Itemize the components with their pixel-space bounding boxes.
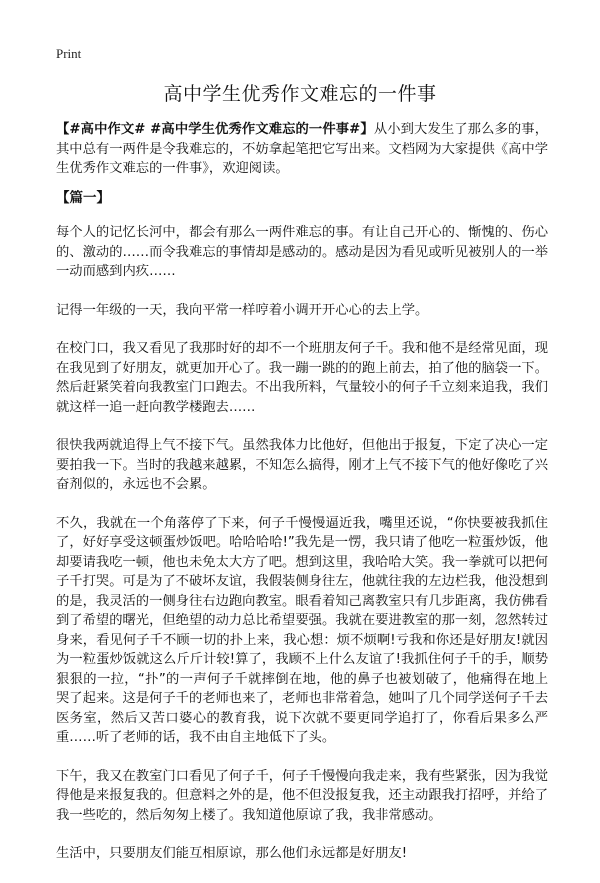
intro-text: 从小到大发生了那么多的事，其中总有一两件是令我难忘的，不妨拿起笔把它写出来。文档网为大家提供《高中学生优秀作文难忘的一件事》，欢迎阅读。	[56, 122, 549, 176]
paragraph-5: 不久，我就在一个角落停了下来，何子千慢慢逼近我，嘴里还说，“你快要被我抓住了，好好享受这顿蛋炒饭吧。哈哈哈哈!”我先是一愣，我只请了他吃一粒蛋炒饭，他却要请我吃一顿，他也未免太大方了吧。想到这里，我哈哈大笑。我一拳就可以把何子千打哭。可是为了不破坏友谊，我假装侧身往左，他就往我的左边栏我，他没想到的是，我灵活的一侧身往右边跑向教室。眼看着知己离教室只有几步距离，我仿佛看到了希望的曙光，但绝望的动力总比希望要强。我就在要进教室的那一刻，忽然转过身来，看见何子千不顾一切的扑上来，我心想：烦不烦啊!亏我和你还是好朋友!就因为一粒蛋炒饭就这么斤斤计较!算了，我顾不上什么友谊了!我抓住何子千的手，顺势狠狠的一拉，“扑”的一声何子千就摔倒在地，他的鼻子也被划破了，他痛得在地上哭了起来。这是何子千的老师也来了，老师也非常着急，她叫了几个同学送何子千去医务室，然后又苦口婆心的教育我，说下次就不要更同学追打了，你看后果多么严重……听了老师的话，我不由自主地低下了头。	[56, 515, 548, 745]
paragraph-1: 每个人的记忆长河中，都会有那么一两件难忘的事。有让自己开心的、惭愧的、伤心的、激动的……而令我难忘的事情却是感动的。感动是因为看见或听见被别人的一举一动而感到内疚……	[56, 225, 548, 279]
intro-tag: 【#高中作文# #高中学生优秀作文难忘的一件事#】	[56, 122, 374, 137]
section-heading: 【篇一】	[56, 189, 110, 206]
paragraph-4: 很快我两就追得上气不接下气。虽然我体力比他好，但他出于报复，下定了决心一定要拍我一下。当时的我越来越累，不知怎么搞得，刚才上气不接下气的他好像吃了兴奋剂似的，永远也不会累。	[56, 438, 548, 492]
print-link[interactable]: Print	[56, 46, 82, 61]
intro-paragraph	[56, 120, 548, 179]
document-title: 高中学生优秀作文难忘的一件事	[163, 83, 437, 105]
paragraph-2: 记得一年级的一天，我向平常一样哼着小调开开心心的去上学。	[56, 302, 429, 318]
paragraph-3: 在校门口，我又看见了我那时好的却不一个班朋友何子千。我和他不是经常见面，现在我见到了好朋友，就更加开心了。我一蹦一跳的的跑上前去，拍了他的脑袋一下。然后赶紧笑着向我教室门口跑去。不出我所料，气量较小的何子千立刻来追我，我们就这样一追一赶向教学楼跑去……	[56, 341, 548, 415]
paragraph-7: 生活中，只要朋友们能互相原谅，那么他们永远都是好朋友!	[56, 846, 408, 861]
document-body	[56, 120, 548, 883]
paragraph-6: 下午，我又在教室门口看见了何子千，何子千慢慢向我走来，我有些紧张，因为我觉得他是来报复我的。但意料之外的是，他不但没报复我，还主动跟我打招呼，并给了我一些吃的，然后匆匆上楼了。我知道他原谅了我，我非常感动。	[56, 768, 548, 823]
